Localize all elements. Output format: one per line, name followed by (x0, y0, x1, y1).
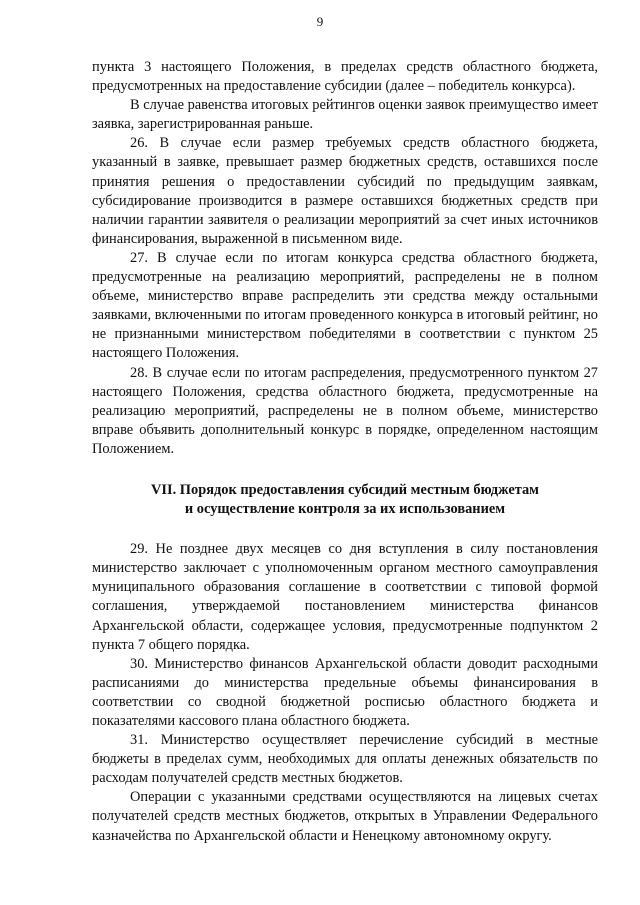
paragraph: пункта 3 настоящего Положения, в пределах средств областного бюджета, предусмотренных на предоставление субсидии (далее – победитель конкурса). (92, 59, 598, 95)
paragraph-item-29: 29. Не позднее двух месяцев со дня вступления в силу постановления министерство заключает с уполномоченным органом местного самоуправления муниципального образования соглашение в соответствии с типовой формой соглашения, утверждаемой постановлением министерства финансов Архангельской области, содержащее условия, предусмотренные подпунктом 2 пункта 7 общего порядка. (92, 541, 598, 653)
section-heading-line-1: VII. Порядок предоставления субсидий местным бюджетам (151, 481, 539, 498)
page-number: 9 (316, 14, 324, 29)
section-heading (92, 481, 598, 519)
paragraph-item-26: 26. В случае если размер требуемых средств областного бюджета, указанный в заявке, превышает размер бюджетных средств, оставшихся после принятия решения о предоставлении субсидий по предыдущим заявкам, субсидирование производится в размере оставшихся бюджетных средств при наличии гарантии заявителя о реализации мероприятий за счет иных источников финансирования, выраженной в письменном виде. (92, 135, 598, 247)
section-heading-line-2: и осуществление контроля за их использованием (184, 501, 506, 518)
document-body (92, 58, 598, 846)
paragraph: В случае равенства итоговых рейтингов оценки заявок преимущество имеет заявка, зарегистрированная раньше. (92, 97, 598, 133)
paragraph-item-30: 30. Министерство финансов Архангельской области доводит расходными расписаниями до министерства предельные объемы финансирования в соответствии со сводной бюджетной росписью областного бюджета и показателями кассового плана областного бюджета. (92, 655, 598, 729)
paragraph-item-31: 31. Министерство осуществляет перечисление субсидий в местные бюджеты в пределах сумм, необходимых для оплаты денежных обязательств по расходам получателей средств местных бюджетов. (92, 732, 598, 787)
paragraph-item-28: 28. В случае если по итогам распределения, предусмотренного пунктом 27 настоящего Положения, средства областного бюджета, предусмотренные на реализацию мероприятий, распределены не в полном объеме, министерство вправе объявить дополнительный конкурс в порядке, определенном настоящим Положением. (92, 364, 598, 457)
paragraph: Операции с указанными средствами осуществляются на лицевых счетах получателей средств местных бюджетов, открытых в Управлении Федерального казначейства по Архангельской области и Ненецкому автономному округу. (92, 789, 598, 844)
paragraph-item-27: 27. В случае если по итогам конкурса средства областного бюджета, предусмотренные на реализацию мероприятий, распределены не в полном объеме, министерство вправе распределить эти средства между остальными заявками, включенными по итогам проведенного конкурса в итоговый рейтинг, но не признанными министерством победителями в соответствии с пунктом 25 настоящего Положения. (92, 249, 598, 362)
